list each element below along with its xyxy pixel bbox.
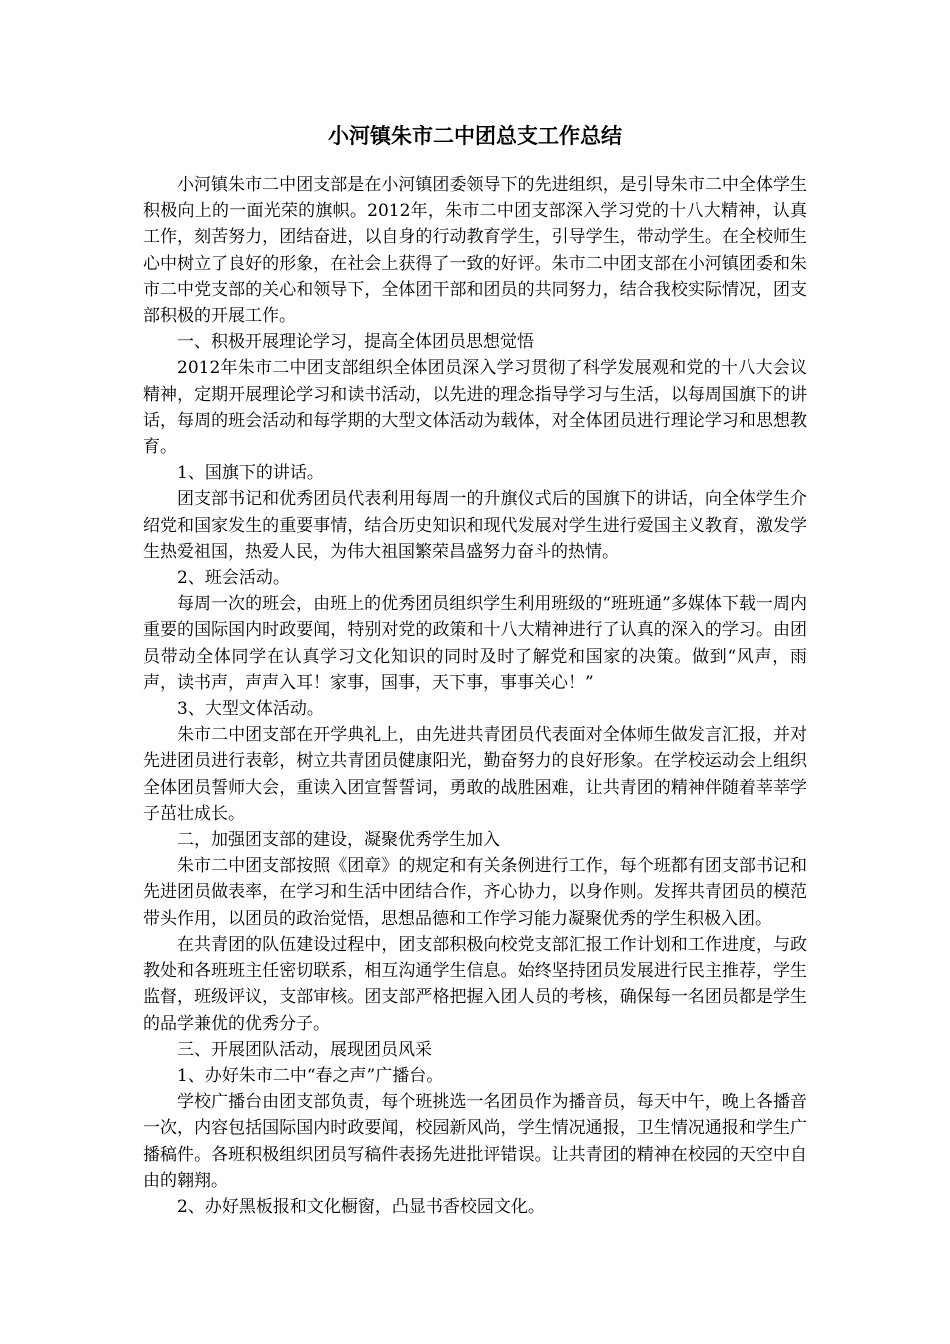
subheading: 1、国旗下的讲话。 <box>177 463 324 484</box>
paragraph: 在共青团的队伍建设过程中，团支部积极向校党支部汇报工作计划和工作进度，与政教处和各班班主任密切联系，相互沟通学生信息。始终坚持团员发展进行民主推荐，学生监督，班级评议，支部审核。团支部严格把握入团人员的考核，确保每一名团员都是学生的品学兼优的优秀分子。 <box>143 934 807 1034</box>
subheading: 1、办好朱市二中“春之声”广播台。 <box>177 1065 444 1086</box>
paragraph: 朱市二中团支部按照《团章》的规定和有关条例进行工作，每个班都有团支部书记和先进团员做表率，在学习和生活中团结合作，齐心协力，以身作则。发挥共青团员的模范带头作用，以团员的政治觉悟，思想品德和工作学习能力凝聚优秀的学生积极入团。 <box>143 856 807 929</box>
section-heading-3: 三、开展团队活动，展现团员风采 <box>177 1039 432 1060</box>
paragraph: 朱市二中团支部在开学典礼上，由先进共青团员代表面对全体师生做发言汇报，并对先进团员进行表彰，树立共青团员健康阳光，勤奋努力的良好形象。在学校运动会上组织全体团员誓师大会，重读入团宣誓誓词，勇敢的战胜困难，让共青团的精神伴随着莘莘学子茁壮成长。 <box>143 725 807 824</box>
document-title: 小河镇朱市二中团总支工作总结 <box>328 123 622 148</box>
paragraph: 学校广播台由团支部负责，每个班挑选一名团员作为播音员，每天中午，晚上各播音一次，内容包括国际国内时政要闻，校园新风尚，学生情况通报，卫生情况通报和学生广播稿件。各班积极组织团员写稿件表扬先进批评错误。让共青团的精神在校园的天空中自由的翱翔。 <box>143 1092 807 1191</box>
paragraph-intro: 小河镇朱市二中团支部是在小河镇团委领导下的先进组织，是引导朱市二中全体学生积极向上的一面光荣的旗帜。2012年，朱市二中团支部深入学习党的十八大精神，认真工作，刻苦努力，团结奋进，以自身的行动教育学生，引导学生，带动学生。在全校师生心中树立了良好的形象，在社会上获得了一致的好评。朱市二中团支部在小河镇团委和朱市二中党支部的关心和领导下，全体团干部和团员的共同努力，结合我校实际情况，团支部积极的开展工作。 <box>143 175 807 327</box>
document-body <box>143 172 807 1220</box>
section-heading-2: 二，加强团支部的建设，凝聚优秀学生加入 <box>177 830 500 851</box>
subheading: 2、班会活动。 <box>177 568 290 589</box>
paragraph: 每周一次的班会，由班上的优秀团员组织学生利用班级的“班班通”多媒体下载一周内重要的国际国内时政要闻，特别对党的政策和十八大精神进行了认真的深入的学习。由团员带动全体同学在认真学习文化知识的同时及时了解党和国家的决策。做到“风声，雨声，读书声，声声入耳！家事，国事，天下事，事事关心！” <box>143 594 807 693</box>
section-heading-1: 一、积极开展理论学习，提高全体团员思想觉悟 <box>177 332 534 353</box>
subheading: 2、办好黑板报和文化橱窗，凸显书香校园文化。 <box>177 1196 545 1217</box>
paragraph: 2012年朱市二中团支部组织全体团员深入学习贯彻了科学发展观和党的十八大会议精神，定期开展理论学习和读书活动，以先进的理念指导学习与生活，以每周国旗下的讲话，每周的班会活动和每学期的大型文体活动为载体，对全体团员进行理论学习和思想教育。 <box>143 358 807 458</box>
subheading: 3、大型文体活动。 <box>177 699 324 720</box>
paragraph: 团支部书记和优秀团员代表利用每周一的升旗仪式后的国旗下的讲话，向全体学生介绍党和国家发生的重要事情，结合历史知识和现代发展对学生进行爱国主义教育，激发学生热爱祖国，热爱人民，为伟大祖国繁荣昌盛努力奋斗的热情。 <box>143 489 807 562</box>
